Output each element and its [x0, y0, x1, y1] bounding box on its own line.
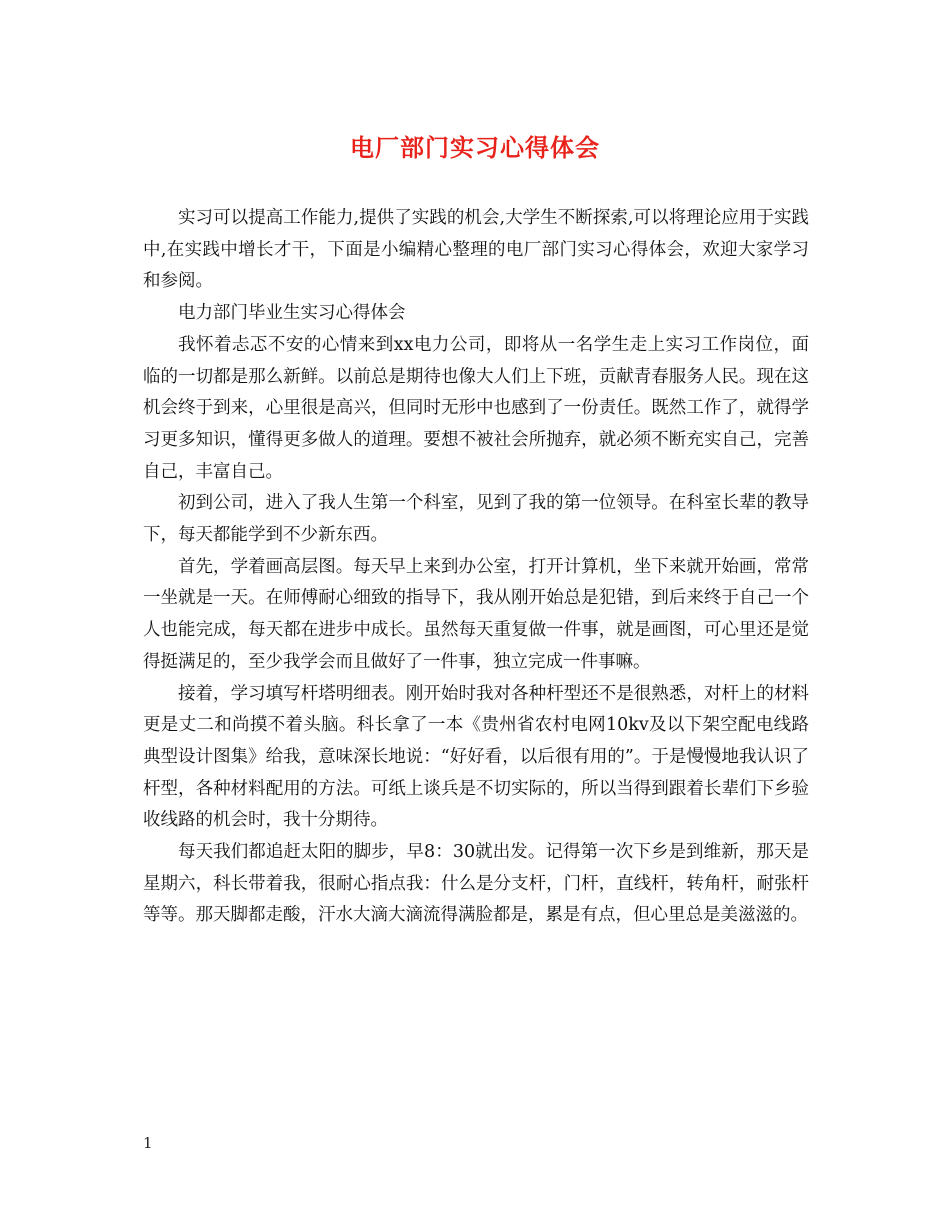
document-title: 电厂部门实习心得体会	[350, 133, 600, 162]
paragraph-subheading: 电力部门毕业生实习心得体会	[178, 303, 406, 324]
paragraph: 接着，学习填写杆塔明细表。刚开始时我对各种杆型还不是很熟悉，对杆上的材料更是丈二和尚摸不着头脑。科长拿了一本《贵州省农村电网10kv及以下架空配电线路典型设计图集》给我，意味深长地说：“好好看，以后很有用的”。于是慢慢地我认识了杆型，各种材料配用的方法。可纸上谈兵是不切实际的，所以当得到跟着长辈们下乡验收线路的机会时，我十分期待。	[143, 683, 809, 831]
paragraph: 初到公司，进入了我人生第一个科室，见到了我的第一位领导。在科室长辈的教导下，每天都能学到不少新东西。	[143, 493, 809, 546]
document-body	[143, 203, 809, 932]
page-number: 1	[143, 1134, 153, 1152]
paragraph: 每天我们都追赶太阳的脚步，早8：30就出发。记得第一次下乡是到维新，那天是星期六，科长带着我，很耐心指点我：什么是分支杆，门杆，直线杆，转角杆，耐张杆等等。那天脚都走酸，汗水大滴大滴流得满脸都是，累是有点，但心里总是美滋滋的。	[143, 842, 809, 926]
paragraph: 我怀着忐忑不安的心情来到xx电力公司，即将从一名学生走上实习工作岗位，面临的一切都是那么新鲜。以前总是期待也像大人们上下班，贡献青春服务人民。现在这机会终于到来，心里很是高兴，但同时无形中也感到了一份责任。既然工作了，就得学习更多知识，懂得更多做人的道理。要想不被社会所抛弃，就必须不断充实自己，完善自己，丰富自己。	[143, 334, 809, 482]
paragraph: 首先，学着画高层图。每天早上来到办公室，打开计算机，坐下来就开始画，常常一坐就是一天。在师傅耐心细致的指导下，我从刚开始总是犯错，到后来终于自己一个人也能完成，每天都在进步中成长。虽然每天重复做一件事，就是画图，可心里还是觉得挺满足的，至少我学会而且做好了一件事，独立完成一件事嘛。	[143, 556, 809, 672]
paragraph-intro: 实习可以提高工作能力,提供了实践的机会,大学生不断探索,可以将理论应用于实践中,在实践中增长才干，下面是小编精心整理的电厂部门实习心得体会，欢迎大家学习和参阅。	[143, 208, 809, 292]
